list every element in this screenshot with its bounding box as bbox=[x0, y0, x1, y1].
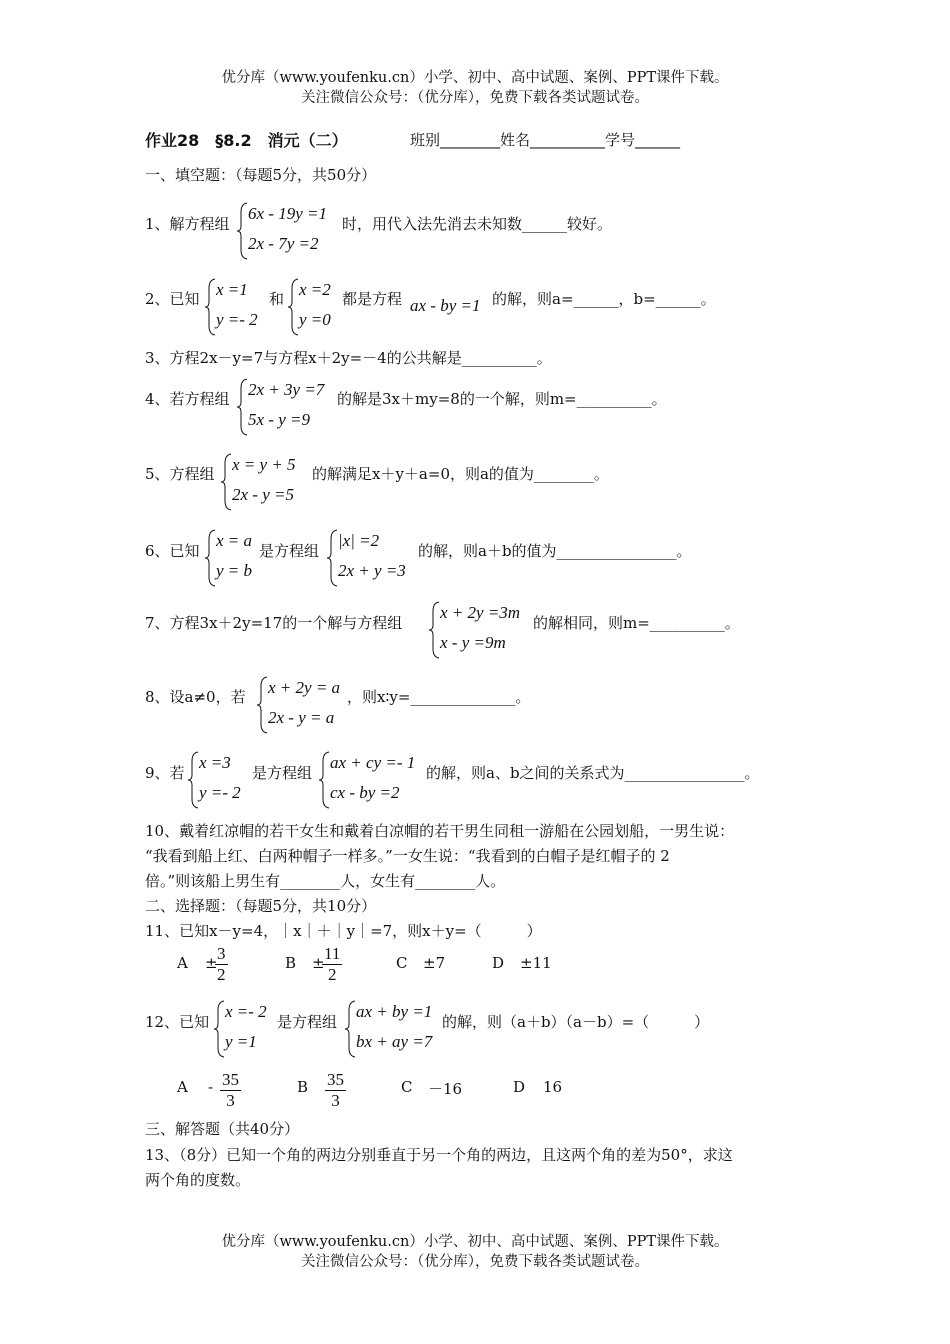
q1-eq2: 2x - 7y =2 bbox=[248, 234, 319, 253]
q11-b-numerator: 11 bbox=[324, 944, 341, 963]
q9-s1-eq2: y =- 2 bbox=[199, 783, 241, 802]
student-info-fields: 班别________姓名__________学号______ bbox=[410, 131, 681, 149]
q2-s1-eq2: y =- 2 bbox=[216, 310, 258, 329]
q6-prefix: 6、已知 bbox=[145, 542, 200, 560]
q12-s2-eq2: bx + ay =7 bbox=[356, 1032, 433, 1051]
q2-mid: 都是方程 bbox=[342, 290, 403, 308]
q12-suffix: 的解，则（a＋b）（a－b）=（ ） bbox=[442, 1013, 710, 1031]
q12-option-d-label[interactable]: D bbox=[513, 1078, 526, 1096]
q8-eq2: 2x - y = a bbox=[268, 708, 335, 727]
q7-prefix: 7、方程3x＋2y=17的一个解与方程组 bbox=[145, 614, 403, 632]
brace-icon bbox=[344, 1000, 356, 1058]
q5-eq2: 2x - y =5 bbox=[232, 485, 294, 504]
brace-icon bbox=[213, 1000, 225, 1058]
q2-and: 和 bbox=[269, 290, 285, 308]
brace-icon bbox=[236, 202, 248, 260]
footer-line-2: 关注微信公众号：（优分库），免费下载各类试题试卷。 bbox=[301, 1254, 649, 1270]
q9-s2-eq1: ax + cy =- 1 bbox=[330, 753, 416, 772]
q11-option-d-label[interactable]: D bbox=[492, 954, 505, 972]
q1-suffix: 时，用代入法先消去未知数______较好。 bbox=[342, 215, 613, 233]
q9-suffix: 的解，则a、b之间的关系式为________________。 bbox=[426, 764, 760, 782]
q8-suffix: ，则x∶y=______________。 bbox=[347, 688, 531, 706]
section-2-heading: 二、选择题：（每题5分，共10分） bbox=[145, 897, 377, 915]
brace-icon bbox=[326, 529, 338, 587]
q9-mid: 是方程组 bbox=[252, 764, 313, 782]
q11-option-b-fraction bbox=[322, 944, 342, 985]
q7-eq2: x - y =9m bbox=[440, 633, 506, 652]
q4-prefix: 4、若方程组 bbox=[145, 390, 230, 408]
q2-s2-eq1: x =2 bbox=[299, 280, 331, 299]
q6-s2-eq1: |x| =2 bbox=[338, 531, 380, 550]
q12-option-b-label[interactable]: B bbox=[297, 1078, 309, 1096]
brace-icon bbox=[256, 676, 268, 734]
q11-option-c-label[interactable]: C bbox=[396, 954, 408, 972]
q12-mid: 是方程组 bbox=[277, 1013, 338, 1031]
brace-icon bbox=[287, 278, 299, 336]
header-line-1: 优分库（www.youfenku.cn）小学、初中、高中试题、案例、PPT课件下载。 bbox=[221, 70, 729, 86]
section-1-heading: 一、填空题：（每题5分，共50分） bbox=[145, 166, 377, 184]
q1-eq1: 6x - 19y =1 bbox=[248, 204, 327, 223]
q12-option-b-fraction bbox=[325, 1070, 346, 1111]
q5-eq1: x = y + 5 bbox=[232, 455, 296, 474]
q12-s2-eq1: ax + by =1 bbox=[356, 1002, 433, 1021]
q8-eq1: x + 2y = a bbox=[268, 678, 341, 697]
q6-s1-eq2: y = b bbox=[216, 561, 253, 580]
q11-option-a-fraction bbox=[215, 944, 228, 985]
q12-option-c-value: －16 bbox=[428, 1080, 463, 1098]
brace-icon bbox=[428, 601, 440, 659]
q11-stem: 11、已知x－y=4，｜x｜＋｜y｜=7，则x＋y=（ ） bbox=[145, 922, 542, 940]
q8-prefix: 8、设a≠0，若 bbox=[145, 688, 246, 706]
page-title: 作业28 §8.2 消元（二） bbox=[145, 131, 348, 150]
q12-option-a-label[interactable]: A bbox=[177, 1078, 188, 1096]
q4-eq2: 5x - y =9 bbox=[248, 410, 310, 429]
q2-equation: ax - by =1 bbox=[410, 296, 481, 315]
q5-prefix: 5、方程组 bbox=[145, 465, 215, 483]
q11-option-b-label[interactable]: B bbox=[285, 954, 297, 972]
q13-line-1: 13、（8分）已知一个角的两边分别垂直于另一个角的两边，且这两个角的差为50°，求这 bbox=[145, 1146, 733, 1164]
q7-eq1: x + 2y =3m bbox=[440, 603, 521, 622]
q12-prefix: 12、已知 bbox=[145, 1013, 210, 1031]
header-line-2: 关注微信公众号：（优分库），免费下载各类试题试卷。 bbox=[301, 90, 649, 106]
q9-prefix: 9、若 bbox=[145, 764, 185, 782]
q11-b-denominator: 2 bbox=[327, 965, 337, 984]
brace-icon bbox=[204, 278, 216, 336]
q11-a-numerator: 3 bbox=[217, 944, 226, 963]
q2-suffix: 的解，则a=______，b=______。 bbox=[492, 290, 716, 308]
q10-line-2: “我看到船上红、白两种帽子一样多。”一女生说：“我看到的白帽子是红帽子的 2 bbox=[145, 847, 670, 865]
q9-s2-eq2: cx - by =2 bbox=[330, 783, 400, 802]
q12-option-d-value: 16 bbox=[543, 1078, 563, 1096]
q12-option-a-fraction bbox=[220, 1070, 241, 1111]
q6-s2-eq2: 2x + y =3 bbox=[338, 561, 406, 580]
brace-icon bbox=[204, 529, 216, 587]
brace-icon bbox=[236, 378, 248, 436]
q12-a-numerator: 35 bbox=[222, 1070, 239, 1089]
q7-suffix: 的解相同，则m=__________。 bbox=[533, 614, 740, 632]
q13-line-2: 两个角的度数。 bbox=[145, 1171, 251, 1189]
q6-mid: 是方程组 bbox=[259, 542, 320, 560]
q12-a-denominator: 3 bbox=[226, 1091, 235, 1110]
q12-b-numerator: 35 bbox=[327, 1070, 344, 1089]
q1-prefix: 1、解方程组 bbox=[145, 215, 230, 233]
q6-s1-eq1: x = a bbox=[216, 531, 253, 550]
q11-option-a-label[interactable]: A bbox=[177, 954, 188, 972]
q10-line-3: 倍。”则该船上男生有________人，女生有________人。 bbox=[145, 872, 506, 890]
q11-option-d-value: ±11 bbox=[520, 954, 552, 972]
q11-a-denominator: 2 bbox=[217, 965, 226, 984]
q12-option-a-sign: - bbox=[208, 1078, 214, 1096]
q2-s2-eq2: y =0 bbox=[299, 310, 331, 329]
brace-icon bbox=[318, 751, 330, 809]
footer-line-1: 优分库（www.youfenku.cn）小学、初中、高中试题、案例、PPT课件下载。 bbox=[221, 1234, 729, 1250]
q3-text: 3、方程2x－y=7与方程x＋2y=－4的公共解是__________。 bbox=[145, 349, 552, 367]
q12-option-c-label[interactable]: C bbox=[401, 1078, 413, 1096]
q4-eq1: 2x + 3y =7 bbox=[248, 380, 325, 399]
q2-s1-eq1: x =1 bbox=[216, 280, 248, 299]
brace-icon bbox=[220, 453, 232, 511]
q12-b-denominator: 3 bbox=[331, 1091, 340, 1110]
section-3-heading: 三、解答题（共40分） bbox=[145, 1120, 300, 1138]
q10-line-1: 10、戴着红凉帽的若干女生和戴着白凉帽的若干男生同租一游船在公园划船，一男生说： bbox=[145, 822, 735, 840]
q11-option-a-sign: ± bbox=[205, 954, 218, 972]
q9-s1-eq1: x =3 bbox=[199, 753, 231, 772]
q6-suffix: 的解，则a＋b的值为________________。 bbox=[418, 542, 692, 560]
q11-option-c-value: ±7 bbox=[423, 954, 446, 972]
brace-icon bbox=[187, 751, 199, 809]
q2-prefix: 2、已知 bbox=[145, 290, 200, 308]
q4-suffix: 的解是3x＋my=8的一个解，则m=__________。 bbox=[337, 390, 667, 408]
q12-s1-eq1: x =- 2 bbox=[225, 1002, 267, 1021]
q11-option-b-sign: ± bbox=[312, 954, 325, 972]
q5-suffix: 的解满足x＋y＋a=0，则a的值为________。 bbox=[312, 465, 609, 483]
q12-s1-eq2: y =1 bbox=[225, 1032, 257, 1051]
